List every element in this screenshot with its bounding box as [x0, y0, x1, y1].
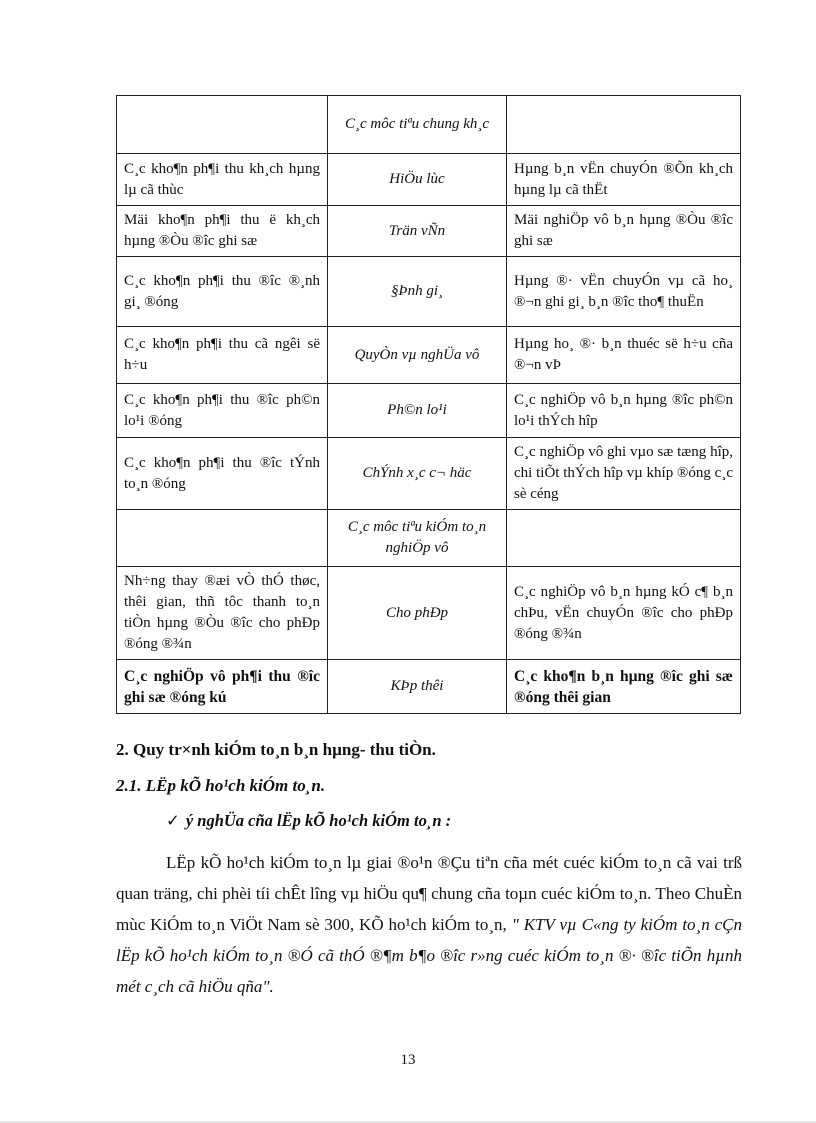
cell-objective: QuyÒn vµ nghÜa vô [328, 327, 507, 384]
table-row [117, 206, 741, 257]
cell-right: Mäi nghiÖp vô b¸n hµng ®Òu ®îc ghi sæ [507, 206, 741, 257]
cell-right: Hµng ®· vËn chuyÓn vµ cã ho¸ ®¬n ghi gi¸ b¸n ®îc tho¶ thuËn [507, 257, 741, 327]
cell-right: Hµng ho¸ ®· b¸n thuéc së h÷u cña ®¬n vÞ [507, 327, 741, 384]
cell-left [117, 510, 328, 567]
cell-objective: ChÝnh x¸c c¬ häc [328, 438, 507, 510]
cell-left [117, 96, 328, 154]
table-row [117, 257, 741, 327]
table-row [117, 660, 741, 714]
cell-left: C¸c kho¶n ph¶i thu ®îc tÝnh to¸n ®óng [117, 438, 328, 510]
paragraph-quote: " KTV vµ C«ng ty kiÓm to¸n cÇn lËp kÕ ho¹ch kiÓm to¸n ®Ó cã thÓ ®¶m b¶o ®îc r»ng cuéc kiÓm to¸n ®· ®îc tiÕn hµnh mét c¸ch cã hiÖu qña". [116, 915, 742, 996]
cell-right: C¸c kho¶n b¸n hµng ®îc ghi sæ ®óng thêi gian [507, 660, 741, 714]
table-row [117, 327, 741, 384]
cell-left: C¸c nghiÖp vô ph¶i thu ®îc ghi sæ ®óng kú [117, 660, 328, 714]
table-row [117, 384, 741, 438]
cell-left: C¸c kho¶n ph¶i thu ®îc ®¸nh gi¸ ®óng [117, 257, 328, 327]
cell-objective: KÞp thêi [328, 660, 507, 714]
cell-right [507, 96, 741, 154]
table-row [117, 567, 741, 660]
subsection-heading: 2.1. LËp kÕ ho¹ch kiÓm to¸n. [116, 776, 326, 795]
table-row [117, 510, 741, 567]
bullet-heading [166, 811, 451, 831]
table-row [117, 438, 741, 510]
bullet-heading-text: ý nghÜa cña lËp kÕ ho¹ch kiÓm to¸n : [185, 811, 452, 830]
cell-right: C¸c nghiÖp vô b¸n hµng kÓ c¶ b¸n chÞu, vËn chuyÓn ®îc cho phÐp ®óng ®¾n [507, 567, 741, 660]
cell-right: C¸c nghiÖp vô ghi vµo sæ tæng hîp, chi tiÕt thÝch hîp vµ khíp ®óng c¸c sè céng [507, 438, 741, 510]
paragraph-text: LËp kÕ ho¹ch kiÓm to¸n lµ giai ®o¹n ®Çu tiªn cña mét cuéc kiÓm to¸n cã vai trß quan träng, chi phèi tíi chÊt lîng vµ hiÖu qu¶ chung cña toµn cuéc kiÓm to¸n. Theo ChuÈn mùc KiÓm to¸n ViÖt Nam sè 300, KÕ ho¹ch kiÓm to¸n, [116, 853, 742, 934]
section-heading: 2. Quy tr×nh kiÓm to¸n b¸n hµng- thu tiÒn. [116, 740, 436, 759]
cell-objective: C¸c môc tiªu chung kh¸c [328, 96, 507, 154]
cell-objective: Ph©n lo¹i [328, 384, 507, 438]
body-paragraph [116, 847, 742, 1002]
cell-right: Hµng b¸n vËn chuyÓn ®Õn kh¸ch hµng lµ cã thËt [507, 154, 741, 206]
cell-left: C¸c kho¶n ph¶i thu kh¸ch hµng lµ cã thùc [117, 154, 328, 206]
cell-left: C¸c kho¶n ph¶i thu ®îc ph©n lo¹i ®óng [117, 384, 328, 438]
objectives-table [116, 95, 741, 714]
table-row [117, 96, 741, 154]
cell-objective: HiÖu lùc [328, 154, 507, 206]
cell-objective: Cho phÐp [328, 567, 507, 660]
cell-left: C¸c kho¶n ph¶i thu cã ngêi së h÷u [117, 327, 328, 384]
cell-objective: §Þnh gi¸ [328, 257, 507, 327]
cell-left: Mäi kho¶n ph¶i thu ë kh¸ch hµng ®Òu ®îc ghi sæ [117, 206, 328, 257]
cell-left: Nh÷ng thay ®æi vÒ thÓ thøc, thêi gian, thñ tôc thanh to¸n tiÒn hµng ®Òu ®îc cho phÐp ®óng ®¾n [117, 567, 328, 660]
cell-objective: C¸c môc tiªu kiÓm to¸n nghiÖp vô [328, 510, 507, 567]
cell-right [507, 510, 741, 567]
page-number: 13 [400, 1052, 416, 1068]
cell-objective: Trän vÑn [328, 206, 507, 257]
cell-right: C¸c nghiÖp vô b¸n hµng ®îc ph©n lo¹i thÝch hîp [507, 384, 741, 438]
table-row [117, 154, 741, 206]
checkmark-icon: ✓ [166, 811, 180, 830]
